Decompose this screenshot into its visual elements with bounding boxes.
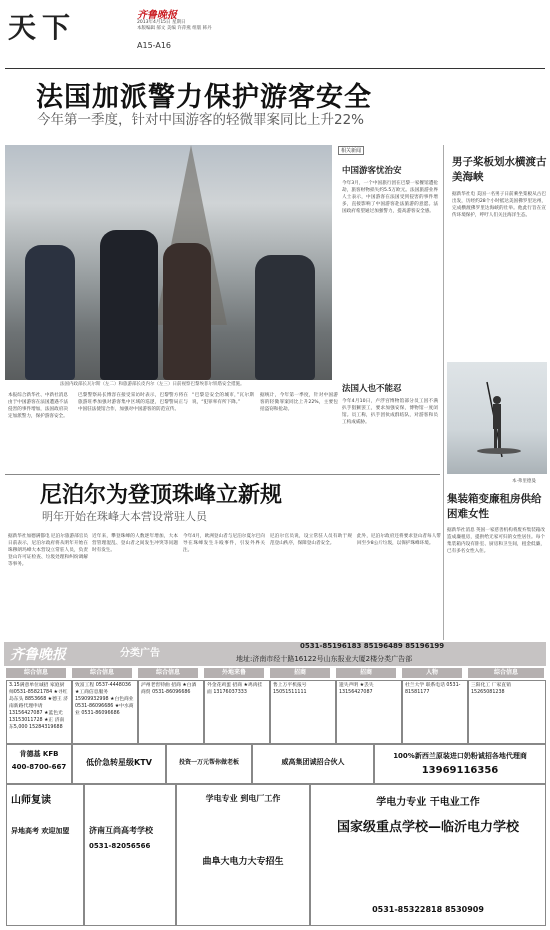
ad-address: 地址:济南市经十路16122号山东报业大厦2楼分类广告部	[236, 655, 413, 663]
ad-phone-numbers: 0531-85196183 85196489 85196199	[300, 642, 445, 650]
ad-banner-kfb-title: 肯德基 KFB	[19, 750, 59, 758]
ad-category-tab: 综合信息	[72, 668, 132, 678]
second-subhead: 明年开始在珠峰大本营设常驻人员	[42, 510, 207, 523]
ad-section-title: 分类广告	[120, 648, 160, 659]
right-story-title-1: 男子桨板划水横渡古美海峡	[452, 156, 547, 183]
second-article-column-3: 今年4月，欧洲登山者与尼泊尔夏尔巴向导在珠峰发生斗殴事件，引发外界关注。	[183, 534, 265, 553]
ad-banner-milk-phone: 13969116356	[421, 765, 499, 776]
ad-text: 致富工程 0537-4448036 ★工商信息服务 15909932998 ★白色商业 0531-86096686 ★中水商业 0531-86096686	[75, 683, 134, 716]
eiffel-tower-photo	[5, 145, 332, 380]
right-story-body-2: 据新华社消息 英国一家慈善机构将废弃集装箱改造成廉租房，提供给无家可归的女性居住。每个集装箱内设有卧室、厨房和卫生间，租金低廉，已有多名女性入住。	[447, 528, 545, 554]
ad-box	[204, 680, 270, 744]
ad-logo: 齐鲁晚报	[10, 647, 66, 663]
section-title: 天下	[8, 11, 77, 44]
ad-category-tab: 综合信息	[468, 668, 544, 678]
ad-text: 泸州老窖特曲 招商 ★白酒商贸 0531-86096686	[141, 683, 197, 695]
police-officer-figure-right	[255, 255, 315, 380]
related-news-label: 相关新闻	[338, 146, 364, 155]
ad-category-tab: 综合信息	[6, 668, 66, 678]
article-column-4: 据统计，今年第一季度，针对中国游客的轻微罪案同比上升22%，主要包括盗窃和抢劫。	[260, 393, 338, 412]
ad-box	[402, 680, 468, 744]
second-article-column-5: 此外，尼泊尔政府还将要求登山者每人带回至少8公斤垃圾，以保护珠峰环境。	[357, 534, 441, 546]
ad-banner-kfb-phone: 400-8700-667	[11, 763, 67, 771]
ad-text: 三阳化工 厂家直销 15265081238	[471, 683, 511, 695]
article-column-2: 巴黎警察局长博容在接受采访时表示，巴黎警方将在旅游旺季加强对游客集中区域的巡逻，巴黎警局正与中国驻法使馆合作，加强对中国游客的防范宣传。	[78, 393, 188, 412]
ad-text: 售上万平机报号 15051511111	[273, 683, 307, 695]
ad-box	[336, 680, 402, 744]
ad-banner-milk	[374, 744, 546, 784]
ad-banner-ktv	[72, 744, 166, 784]
page-numbers: A15-A16	[137, 41, 172, 50]
ad-category-tab: 招商	[336, 668, 396, 678]
ad-linyi-phone: 0531-85322818 8530909	[372, 905, 484, 914]
ad-banner-milk-title: 100%新西兰原装进口奶粉诚招各地代理商	[393, 752, 527, 760]
ad-left-stack	[6, 784, 84, 926]
ad-text: 3.15满意单位诚招 家庭厨师0531-85821784 ★寻红岛东头 8853668 ★德王 济南新路代理申请 13156427087 ★蓝色光 13153011728 ★正 济南东5,000 15284319688	[9, 683, 69, 730]
ad-school-jinan	[84, 784, 176, 926]
main-headline: 法国加派警力保护游客安全	[36, 82, 372, 113]
ad-school-jinan-title: 济南互尚高考学校	[89, 826, 153, 835]
ad-box	[270, 680, 336, 744]
ad-linyi-school	[310, 784, 546, 926]
side-section-title-2: 法国人也不能忍	[342, 384, 402, 394]
police-officer-figure	[25, 245, 75, 380]
minister-figure	[100, 230, 158, 380]
ad-remote-exam: 异地高考 欢迎加盟	[11, 827, 70, 835]
ad-box	[72, 680, 138, 744]
ad-banner-weigao	[252, 744, 374, 784]
column-divider	[443, 145, 444, 640]
right-story-body-1: 据新华社电 美国一名男子日前乘坐桨板从古巴出发，历经约28个小时抵达美国佛罗里达州，完成横渡佛罗里达海峡的壮举。他此行旨在宣传环境保护，呼吁人们关注海洋生态。	[452, 192, 546, 218]
header-rule	[5, 68, 545, 69]
date-text: 2013年4月15日 星期日	[137, 20, 186, 25]
brand-logo: 齐鲁晚报	[137, 10, 177, 21]
ad-banner-invest-title: 投资一万元帮你做老板	[178, 759, 239, 766]
ad-text: 遗失声明 ★丢失 13156427087	[339, 683, 374, 695]
ad-box	[6, 680, 72, 744]
paddleboard-photo	[447, 362, 547, 474]
ad-linyi-slogan: 学电力专业 干电业工作	[376, 797, 480, 808]
photo-caption: 法国内政部长瓦尔斯（左二）和旅游部长皮内尔（左三）日前视察巴黎埃菲尔铁塔安全措施。	[60, 382, 245, 387]
ad-linyi-title: 国家级重点学校—临沂电力学校	[336, 820, 519, 835]
dateline	[137, 20, 257, 32]
paddleboarder-illustration	[447, 362, 547, 474]
side-section-title-1: 中国游客忧治安	[342, 166, 402, 176]
ad-banner-ktv-title: 低价急转星级KTV	[86, 758, 152, 767]
ad-category-tab: 综合信息	[138, 668, 198, 678]
ad-category-tab: 人物	[402, 668, 462, 678]
article-column-3: “巴黎是安全的城市，”瓦尔斯说，“犯罪率有所下降。”	[192, 393, 254, 405]
ad-school-jinan-phone: 0531-82056566	[89, 842, 151, 850]
ad-text: 外金花鸡蛋 招商 ★鸡肉挂面 13176037333	[207, 683, 263, 695]
main-subhead: 今年第一季度，针对中国游客的轻微罪案同比上升22%	[37, 112, 365, 128]
ad-shanshi: 山师复读	[11, 795, 51, 806]
article-column-1: 本报综合新华社、中新社消息 由于中国游客在法国遭遇不法侵害的事件增加，法国政府决定加派警力，保护游客安全。	[8, 393, 68, 419]
side-section-body-2: 今年4月10日，卢浮宫博物馆部分员工因不满扒手猖獗罢工，要求加强安保，博物馆一度闭馆。员工称，扒手团伙成群结队，对游客和员工构成威胁。	[342, 399, 438, 425]
ad-box	[138, 680, 204, 744]
ad-text: 杜兰大学 联系电话 0531-81581177	[405, 683, 461, 695]
ad-power-school	[176, 784, 310, 926]
person-figure	[163, 243, 211, 380]
ad-box	[468, 680, 546, 744]
second-article-column-1: 据新华社加德满都电 尼泊尔旅游部官员日前表示，尼泊尔政府将从明年开始在珠穆朗玛峰大本营设立常驻人员，负责登山许可证检查、垃圾处理和纠纷调解等事务。	[8, 534, 88, 567]
second-article-column-2: 近年来，攀登珠峰的人数逐年增加，大本营管理混乱、登山者之间发生冲突等问题时有发生。	[92, 534, 178, 553]
side-section-body-1: 今年3月，一个中国旅行团在巴黎一家餐馆遭抢劫，旅客财物损失约5.5万欧元。法国旅游业界人士表示，中国游客在法国受到侵害的事件增多，直接影响了中国游客赴法旅游的意愿。法国政府希望通过加强警力，提高游客安全感。	[342, 181, 438, 214]
section-rule	[5, 474, 440, 475]
ad-category-tab: 招商	[270, 668, 330, 678]
ad-banner-kfb	[6, 744, 72, 784]
ad-power-school-title: 曲阜大电力大专招生	[202, 857, 284, 867]
ad-category-tab: 外地来鲁	[204, 668, 264, 678]
second-article-column-4: 尼泊尔官员说，设立常驻人员有助于规范登山秩序，保障登山者安全。	[270, 534, 352, 546]
ad-banner-invest	[166, 744, 252, 784]
right-photo-caption: 本·弗里德曼	[512, 479, 536, 484]
ad-banner-weigao-title: 威高集团诚招合伙人	[281, 758, 345, 766]
ad-power-school-slogan: 学电专业 到电厂工作	[205, 794, 281, 803]
editor-text: 本版编辑 郝文 美编 许萍燕 组版 韩丹	[137, 26, 212, 31]
right-story-title-2: 集装箱变廉租房供给困难女性	[447, 493, 542, 520]
second-headline: 尼泊尔为登顶珠峰立新规	[40, 482, 283, 508]
